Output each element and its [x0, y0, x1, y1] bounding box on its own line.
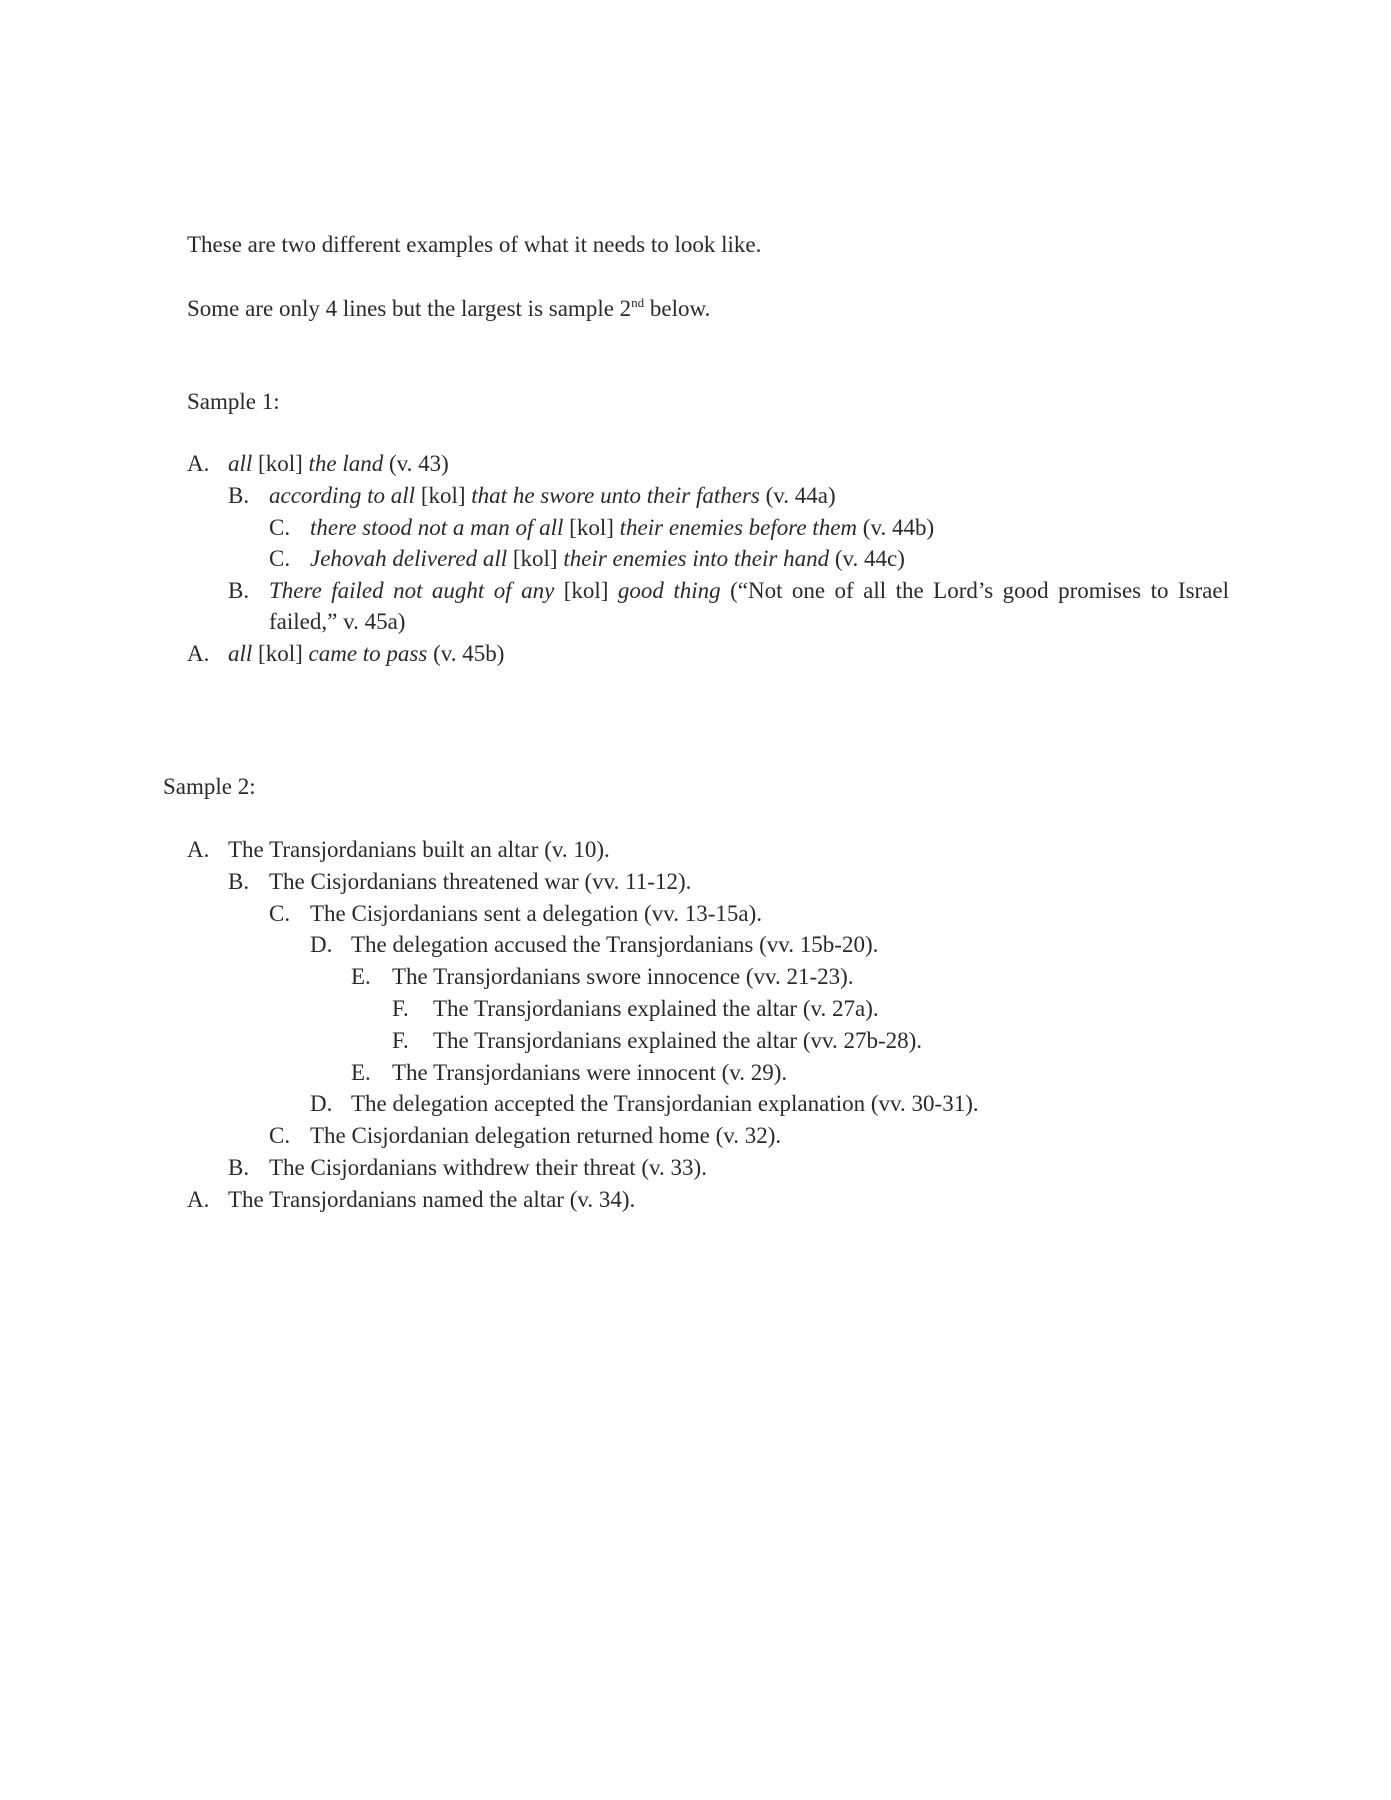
- outline-marker: C.: [269, 546, 291, 571]
- italic-phrase: came to pass: [308, 641, 428, 666]
- sample-2-heading-text: Sample 2:: [163, 774, 256, 799]
- plain-phrase: [kol]: [415, 483, 472, 508]
- outline-text: [228, 642, 504, 665]
- italic-phrase: good thing: [617, 578, 721, 603]
- plain-phrase: (“Not one of all the Lord’s good promises to Israel: [720, 578, 1229, 603]
- italic-phrase: there stood not a man of all: [310, 515, 564, 540]
- outline-text: The Transjordanians were innocent (v. 29).: [392, 1060, 788, 1085]
- outline-text: The delegation accepted the Transjordanian explanation (vv. 30-31).: [351, 1091, 979, 1116]
- plain-phrase: (v. 44b): [857, 515, 935, 540]
- outline-text: The Cisjordanians sent a delegation (vv. 13-15a).: [310, 901, 762, 926]
- outline-marker: F.: [392, 1028, 409, 1053]
- sample-1-heading-text: Sample 1:: [187, 389, 280, 414]
- outline-marker: E.: [351, 964, 371, 989]
- outline-marker: C.: [269, 901, 291, 926]
- outline-text: [269, 579, 1229, 602]
- outline-text: [310, 516, 934, 539]
- sample-1-heading: [187, 390, 280, 413]
- outline-marker: A.: [187, 1187, 210, 1212]
- outline-marker: D.: [310, 932, 333, 957]
- italic-phrase: their enemies into their hand: [563, 546, 830, 571]
- plain-phrase: [kol]: [252, 451, 309, 476]
- ordinal-superscript: nd: [631, 295, 645, 310]
- plain-phrase: (v. 44c): [829, 546, 905, 571]
- plain-phrase: [kol]: [252, 641, 309, 666]
- italic-phrase: the land: [308, 451, 384, 476]
- outline-text: The Cisjordanian delegation returned home (v. 32).: [310, 1123, 782, 1148]
- outline-text: [228, 452, 449, 475]
- italic-phrase: There failed not aught of any: [269, 578, 555, 603]
- outline-text: The Transjordanians swore innocence (vv. 21-23).: [392, 964, 854, 989]
- outline-marker: A.: [187, 641, 210, 666]
- plain-phrase: (v. 45b): [427, 641, 505, 666]
- outline-text: [310, 547, 905, 570]
- plain-phrase: [kol]: [563, 515, 620, 540]
- plain-phrase: (v. 44a): [759, 483, 836, 508]
- plain-phrase: [kol]: [554, 578, 618, 603]
- outline-marker: A.: [187, 451, 210, 476]
- outline-text: The Transjordanians explained the altar (vv. 27b-28).: [433, 1028, 923, 1053]
- intro-line-2: [187, 296, 710, 320]
- outline-text: The Cisjordanians threatened war (vv. 11-12).: [269, 869, 692, 894]
- italic-phrase: all: [228, 641, 253, 666]
- italic-phrase: all: [228, 451, 253, 476]
- italic-phrase: that he swore unto their fathers: [471, 483, 760, 508]
- outline-marker: C.: [269, 515, 291, 540]
- italic-phrase: Jehovah delivered all: [310, 546, 508, 571]
- outline-marker: E.: [351, 1060, 371, 1085]
- intro-line-1: [187, 233, 761, 256]
- outline-marker: D.: [310, 1091, 333, 1116]
- outline-marker: B.: [228, 483, 250, 508]
- outline-marker: B.: [228, 869, 250, 894]
- italic-phrase: their enemies before them: [619, 515, 858, 540]
- intro-line-2-text: Some are only 4 lines but the largest is sample 2: [187, 296, 632, 321]
- outline-text: The Transjordanians explained the altar (v. 27a).: [433, 996, 879, 1021]
- outline-text: The Transjordanians named the altar (v. 34).: [228, 1187, 636, 1212]
- outline-marker: B.: [228, 578, 250, 603]
- outline-marker: B.: [228, 1155, 250, 1180]
- outline-marker: C.: [269, 1123, 291, 1148]
- outline-marker: F.: [392, 996, 409, 1021]
- intro-line-2-tail: below.: [644, 296, 711, 321]
- plain-phrase: (v. 43): [383, 451, 449, 476]
- outline-text: The delegation accused the Transjordanians (vv. 15b-20).: [351, 932, 879, 957]
- plain-phrase: [kol]: [507, 546, 564, 571]
- outline-text: The Transjordanians built an altar (v. 10).: [228, 837, 610, 862]
- intro-line-1-text: These are two different examples of what it needs to look like.: [187, 232, 762, 257]
- sample-2-heading: [163, 775, 256, 798]
- outline-text: The Cisjordanians withdrew their threat (v. 33).: [269, 1155, 707, 1180]
- outline-continuation: failed,” v. 45a): [269, 609, 406, 634]
- outline-marker: A.: [187, 837, 210, 862]
- italic-phrase: according to all: [269, 483, 416, 508]
- outline-text: [269, 484, 836, 507]
